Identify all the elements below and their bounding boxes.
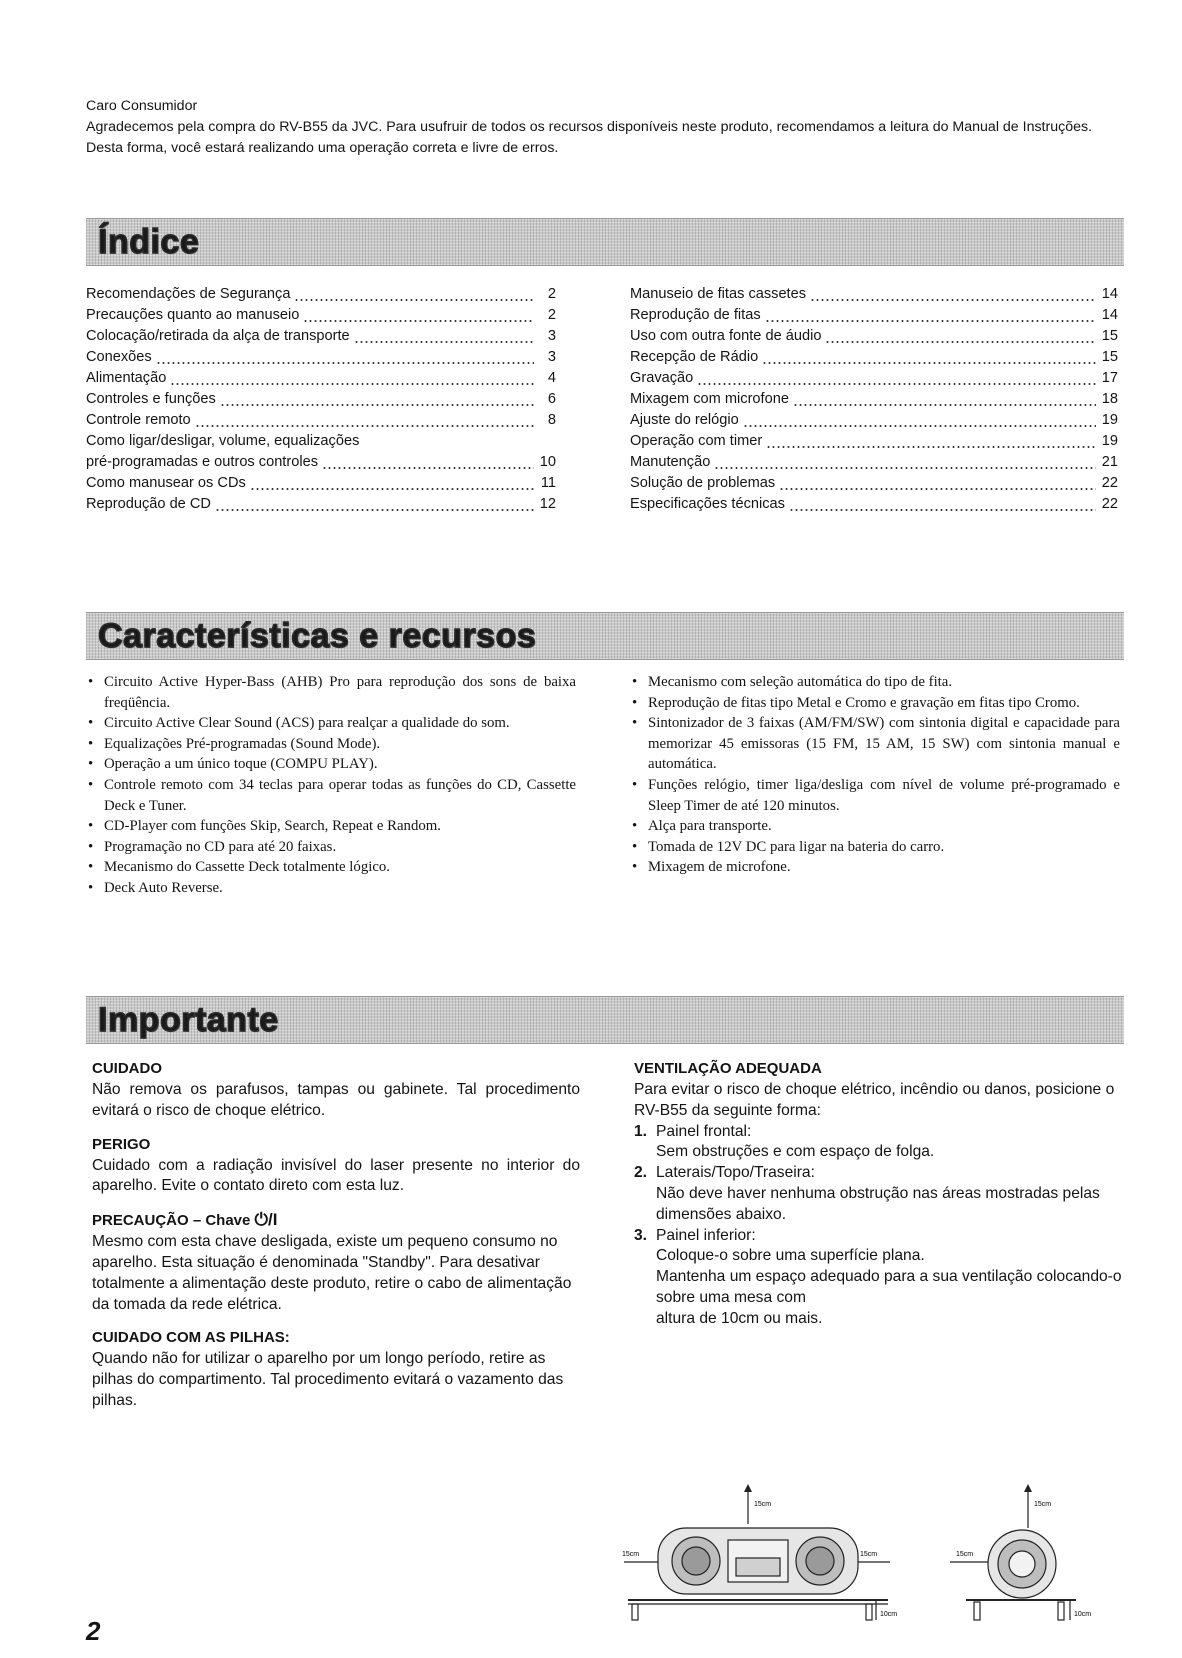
feature-item: • Programação no CD para até 20 faixas. <box>86 837 576 858</box>
intro-text: Agradecemos pela compra do RV-B55 da JVC. Para usufruir de todos os recursos disponíveis neste produto, recomendamos a leitura do Manual de Instruções. Desta forma, você estará realizando uma operação correta e livre de erros. <box>86 119 1093 156</box>
toc-entry-page: 2 <box>547 307 556 323</box>
toc-entry-title: Gravação <box>630 370 694 386</box>
ventilacao-intro: Para evitar o risco de choque elétrico, incêndio ou danos, posicione o RV-B55 da seguinte forma: <box>634 1081 1115 1119</box>
important-heading: Importante <box>98 1001 279 1039</box>
ventilacao-item-number: 2. <box>634 1164 648 1182</box>
side-table-leg-right <box>1058 1602 1064 1620</box>
perigo-title: PERIGO <box>92 1135 151 1153</box>
features-heading: Características e recursos <box>98 617 537 655</box>
toc-entry-page: 12 <box>539 496 556 512</box>
toc-dot-leader <box>825 326 1096 347</box>
toc-entry-page: 18 <box>1101 391 1118 407</box>
toc-dot-leader <box>322 452 534 473</box>
top-arrowhead <box>744 1484 752 1492</box>
cassette-door <box>736 1558 780 1576</box>
toc-entry-title: Manuseio de fitas cassetes <box>630 286 807 302</box>
toc-dot-leader <box>195 410 534 431</box>
ventilacao-item-head: Painel frontal: <box>656 1122 752 1140</box>
ventilacao-item-head: Painel inferior: <box>656 1226 756 1244</box>
toc-dot-leader <box>294 284 534 305</box>
toc-entry-page: 14 <box>1101 286 1118 302</box>
feature-item: • Tomada de 12V DC para ligar na bateria do carro. <box>630 837 1120 858</box>
toc-entry-title: Mixagem com microfone <box>630 391 789 407</box>
toc-entry <box>630 305 1118 326</box>
ventilacao-item <box>634 1122 1122 1164</box>
pilhas-section <box>92 1327 580 1411</box>
toc-entry <box>86 284 556 305</box>
front-bottom-label: 10cm <box>880 1611 898 1618</box>
toc-dot-leader <box>697 368 1096 389</box>
pilhas-title: CUIDADO COM AS PILHAS: <box>92 1329 290 1347</box>
side-bottom-label: 10cm <box>1074 1611 1092 1618</box>
toc-entry-title: Solução de problemas <box>630 475 776 491</box>
toc-entry <box>630 494 1118 515</box>
feature-item: • Sintonizador de 3 faixas (AM/FM/SW) com sintonia digital e capacidade para memorizar 45 emissoras (15 FM, 15 AM, 15 SW) com sintonia manual e automática. <box>630 713 1120 775</box>
index-heading: Índice <box>98 223 200 261</box>
toc-entry-title: Recomendações de Segurança <box>86 286 291 302</box>
page-number: 2 <box>86 1616 101 1646</box>
toc-entry-page: 3 <box>547 328 556 344</box>
toc-entry <box>630 473 1118 494</box>
toc-dot-leader <box>743 410 1096 431</box>
toc-entry-page: 21 <box>1101 454 1118 470</box>
feature-item: • Mixagem de microfone. <box>630 857 1120 878</box>
toc-entry <box>630 410 1118 431</box>
toc-entry <box>86 389 556 410</box>
precaucao-title: PRECAUÇÃO – Chave <box>92 1212 251 1230</box>
toc-entry-title: Como ligar/desligar, volume, equalizações <box>86 433 360 449</box>
toc-entry-page: 4 <box>547 370 556 386</box>
toc-entry-page: 6 <box>547 391 556 407</box>
ventilacao-item-number: 3. <box>634 1226 648 1244</box>
toc-entry <box>86 452 556 473</box>
toc-entry <box>630 431 1118 452</box>
toc-entry-title: Ajuste do relógio <box>630 412 739 428</box>
toc-dot-leader <box>215 494 534 515</box>
toc-dot-leader <box>303 305 534 326</box>
feature-item: • Mecanismo com seleção automática do tipo de fita. <box>630 672 1120 693</box>
precaucao-heading <box>92 1209 580 1232</box>
feature-item: • Operação a um único toque (COMPU PLAY). <box>86 754 576 775</box>
feature-item: • Equalizações Pré-programadas (Sound Mode). <box>86 734 576 755</box>
front-right-label: 15cm <box>860 1551 878 1558</box>
toc-entry-title: pré-programadas e outros controles <box>86 454 318 470</box>
toc-entry-page: 2 <box>547 286 556 302</box>
toc-dot-leader <box>793 389 1096 410</box>
toc-dot-leader <box>250 473 534 494</box>
ventilacao-item-body: Não deve haver nenhuma obstrução nas áreas mostradas pelas dimensões abaixo. <box>656 1184 1100 1223</box>
toc-dot-leader <box>354 326 534 347</box>
toc-dot-leader <box>810 284 1096 305</box>
toc-entry-page: 19 <box>1101 433 1118 449</box>
features-right-column <box>630 672 1120 878</box>
ventilacao-list <box>634 1122 1122 1330</box>
toc-entry-page: 3 <box>547 349 556 365</box>
toc-entry <box>630 368 1118 389</box>
toc-entry <box>630 452 1118 473</box>
front-clearance-diagram <box>618 1484 918 1624</box>
toc-entry <box>86 473 556 494</box>
toc-entry-title: Alimentação <box>86 370 167 386</box>
toc-entry-page: 19 <box>1101 412 1118 428</box>
precaucao-section <box>92 1209 580 1315</box>
toc-entry-page: 22 <box>1101 475 1118 491</box>
toc-entry-title: Colocação/retirada da alça de transporte <box>86 328 350 344</box>
precaucao-text: Mesmo com esta chave desligada, existe um pequeno consumo no aparelho. Esta situação é denominada "Standby". Para desativar totalmente a alimentação deste produto, retire o cabo de alimentação da tomada da rede elétrica. <box>92 1233 572 1313</box>
toc-dot-leader <box>766 431 1096 452</box>
toc-entry <box>86 347 556 368</box>
toc-entry-page: 14 <box>1101 307 1118 323</box>
feature-item: • Controle remoto com 34 teclas para operar todas as funções do CD, Cassette Deck e Tuner. <box>86 775 576 816</box>
power-standby-icon: ⏻/I <box>254 1210 278 1230</box>
side-top-arrowhead <box>1024 1484 1032 1492</box>
cuidado-section <box>92 1058 580 1122</box>
toc-entry <box>630 389 1118 410</box>
toc-entry-title: Conexões <box>86 349 152 365</box>
toc-left-column <box>86 284 556 515</box>
toc-dot-leader <box>156 347 534 368</box>
feature-item: • Reprodução de fitas tipo Metal e Cromo e gravação em fitas tipo Cromo. <box>630 693 1120 714</box>
side-top-label: 15cm <box>1034 1501 1052 1508</box>
toc-entry-title: Controles e funções <box>86 391 216 407</box>
toc-dot-leader <box>170 368 534 389</box>
toc-entry-title: Reprodução de fitas <box>630 307 761 323</box>
cuidado-text: Não remova os parafusos, tampas ou gabinete. Tal procedimento evitará o risco de choque elétrico. <box>92 1081 580 1119</box>
feature-item: • CD-Player com funções Skip, Search, Repeat e Random. <box>86 816 576 837</box>
features-band <box>86 612 1124 660</box>
toc-entry-page: 15 <box>1101 349 1118 365</box>
feature-item: • Circuito Active Hyper-Bass (AHB) Pro para reprodução dos sons de baixa freqüência. <box>86 672 576 713</box>
ventilacao-item-number: 1. <box>634 1122 648 1140</box>
toc-entry <box>630 326 1118 347</box>
toc-entry <box>86 326 556 347</box>
toc-dot-leader <box>765 305 1096 326</box>
toc-entry-page: 8 <box>547 412 556 428</box>
front-left-label: 15cm <box>622 1551 640 1558</box>
important-left-column <box>92 1058 580 1424</box>
toc-dot-leader <box>714 452 1096 473</box>
toc-entry-page: 10 <box>539 454 556 470</box>
toc-dot-leader <box>789 494 1096 515</box>
toc-entry <box>86 368 556 389</box>
pilhas-text: Quando não for utilizar o aparelho por um longo período, retire as pilhas do compartimento. Tal procedimento evitará o vazamento das pilhas. <box>92 1350 564 1409</box>
left-speaker-cone <box>682 1547 710 1575</box>
important-band <box>86 996 1124 1044</box>
toc-entry <box>86 431 556 452</box>
toc-dot-leader <box>779 473 1096 494</box>
toc-entry-page: 17 <box>1101 370 1118 386</box>
perigo-section <box>92 1134 580 1198</box>
toc-entry-page: 11 <box>540 475 556 491</box>
toc-entry-title: Controle remoto <box>86 412 191 428</box>
toc-entry <box>630 347 1118 368</box>
toc-entry-title: Especificações técnicas <box>630 496 785 512</box>
ventilacao-item-body: Coloque-o sobre uma superfície plana. Mantenha um espaço adequado para a sua ventilação colocando-o sobre uma mesa com altura de 10cm ou mais. <box>656 1247 1122 1327</box>
side-speaker-cap <box>1009 1551 1035 1577</box>
intro <box>86 96 1126 159</box>
toc-entry <box>86 305 556 326</box>
toc-entry <box>86 410 556 431</box>
table-leg-right <box>866 1604 872 1620</box>
feature-item: • Funções relógio, timer liga/desliga com nível de volume pré-programado e Sleep Timer de até 120 minutos. <box>630 775 1120 816</box>
toc-entry <box>630 284 1118 305</box>
toc-entry <box>86 494 556 515</box>
toc-dot-leader <box>762 347 1096 368</box>
features-left-column <box>86 672 576 899</box>
feature-item: • Circuito Active Clear Sound (ACS) para realçar a qualidade do som. <box>86 713 576 734</box>
feature-item: • Deck Auto Reverse. <box>86 878 576 899</box>
front-top-label: 15cm <box>754 1501 772 1508</box>
intro-greeting: Caro Consumidor <box>86 98 198 114</box>
right-speaker-cone <box>806 1547 834 1575</box>
side-clearance-diagram <box>946 1484 1126 1624</box>
toc-entry-page: 22 <box>1101 496 1118 512</box>
feature-item: • Mecanismo do Cassette Deck totalmente lógico. <box>86 857 576 878</box>
ventilacao-item-head: Laterais/Topo/Traseira: <box>656 1164 815 1182</box>
ventilacao-title: VENTILAÇÃO ADEQUADA <box>634 1060 822 1077</box>
side-left-label: 15cm <box>956 1551 974 1558</box>
ventilacao-item <box>634 1163 1122 1225</box>
table-leg-left <box>632 1604 638 1620</box>
toc-entry-page: 15 <box>1101 328 1118 344</box>
toc-entry-title: Uso com outra fonte de áudio <box>630 328 822 344</box>
toc-entry-title: Como manusear os CDs <box>86 475 246 491</box>
side-table-leg-left <box>974 1602 980 1620</box>
toc-entry-title: Recepção de Rádio <box>630 349 759 365</box>
toc-entry-title: Manutenção <box>630 454 711 470</box>
cuidado-title: CUIDADO <box>92 1060 162 1077</box>
index-band <box>86 218 1124 266</box>
perigo-text: Cuidado com a radiação invisível do laser presente no interior do aparelho. Evite o contato direto com esta luz. <box>92 1156 580 1195</box>
ventilacao-item-body: Sem obstruções e com espaço de folga. <box>656 1143 935 1161</box>
toc-right-column <box>630 284 1118 515</box>
toc-entry-title: Precauções quanto ao manuseio <box>86 307 300 323</box>
toc-dot-leader <box>220 389 534 410</box>
ventilacao-item <box>634 1226 1122 1330</box>
toc-entry-title: Operação com timer <box>630 433 763 449</box>
feature-item: • Alça para transporte. <box>630 816 1120 837</box>
toc-entry-title: Reprodução de CD <box>86 496 211 512</box>
important-right-column <box>634 1058 1122 1330</box>
